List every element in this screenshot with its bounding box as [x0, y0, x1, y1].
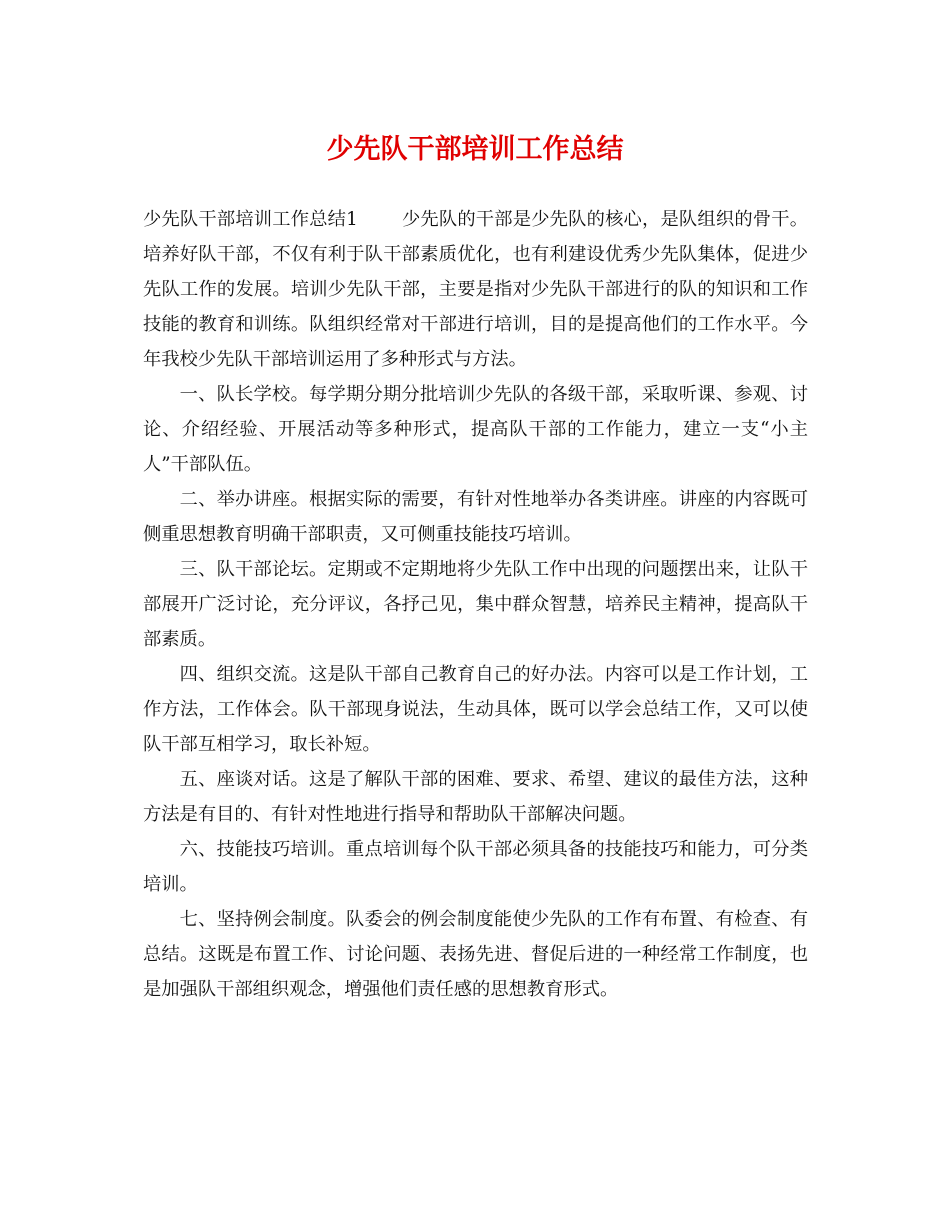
intro-text: 少先队的干部是少先队的核心，是队组织的骨干。培养好队干部，不仅有利于队干部素质优化，也有利建设优秀少先队集体，促进少先队工作的发展。培训少先队干部，主要是指对少先队干部进行的队的知识和工作技能的教育和训练。队组织经常对干部进行培训，目的是提高他们的工作水平。今年我校少先队干部培训运用了多种形式与方法。: [143, 209, 809, 370]
document-body: [143, 202, 808, 1007]
paragraph-2: 二、举办讲座。根据实际的需要，有针对性地举办各类讲座。讲座的内容既可侧重思想教育明确干部职责，又可侧重技能技巧培训。: [143, 489, 808, 545]
document-title: 少先队干部培训工作总结: [326, 134, 624, 165]
intro-label: 少先队干部培训工作总结1: [143, 209, 358, 230]
paragraph-7: 七、坚持例会制度。队委会的例会制度能使少先队的工作有布置、有检查、有总结。这既是布置工作、讨论问题、表扬先进、督促后进的一种经常工作制度，也是加强队干部组织观念，增强他们责任感的思想教育形式。: [143, 909, 808, 1000]
paragraph-4: 四、组织交流。这是队干部自己教育自己的好办法。内容可以是工作计划，工作方法，工作体会。队干部现身说法，生动具体，既可以学会总结工作，又可以使队干部互相学习，取长补短。: [143, 664, 808, 755]
intro-paragraph: [143, 202, 808, 377]
paragraph-6: 六、技能技巧培训。重点培训每个队干部必须具备的技能技巧和能力，可分类培训。: [143, 839, 808, 895]
paragraph-1: 一、队长学校。每学期分期分批培训少先队的各级干部，采取听课、参观、讨论、介绍经验、开展活动等多种形式，提高队干部的工作能力，建立一支“小主人”干部队伍。: [143, 384, 808, 475]
paragraph-5: 五、座谈对话。这是了解队干部的困难、要求、希望、建议的最佳方法，这种方法是有目的、有针对性地进行指导和帮助队干部解决问题。: [143, 769, 808, 825]
paragraph-3: 三、队干部论坛。定期或不定期地将少先队工作中出现的问题摆出来，让队干部展开广泛讨论，充分评议，各抒己见，集中群众智慧，培养民主精神，提高队干部素质。: [143, 559, 808, 650]
